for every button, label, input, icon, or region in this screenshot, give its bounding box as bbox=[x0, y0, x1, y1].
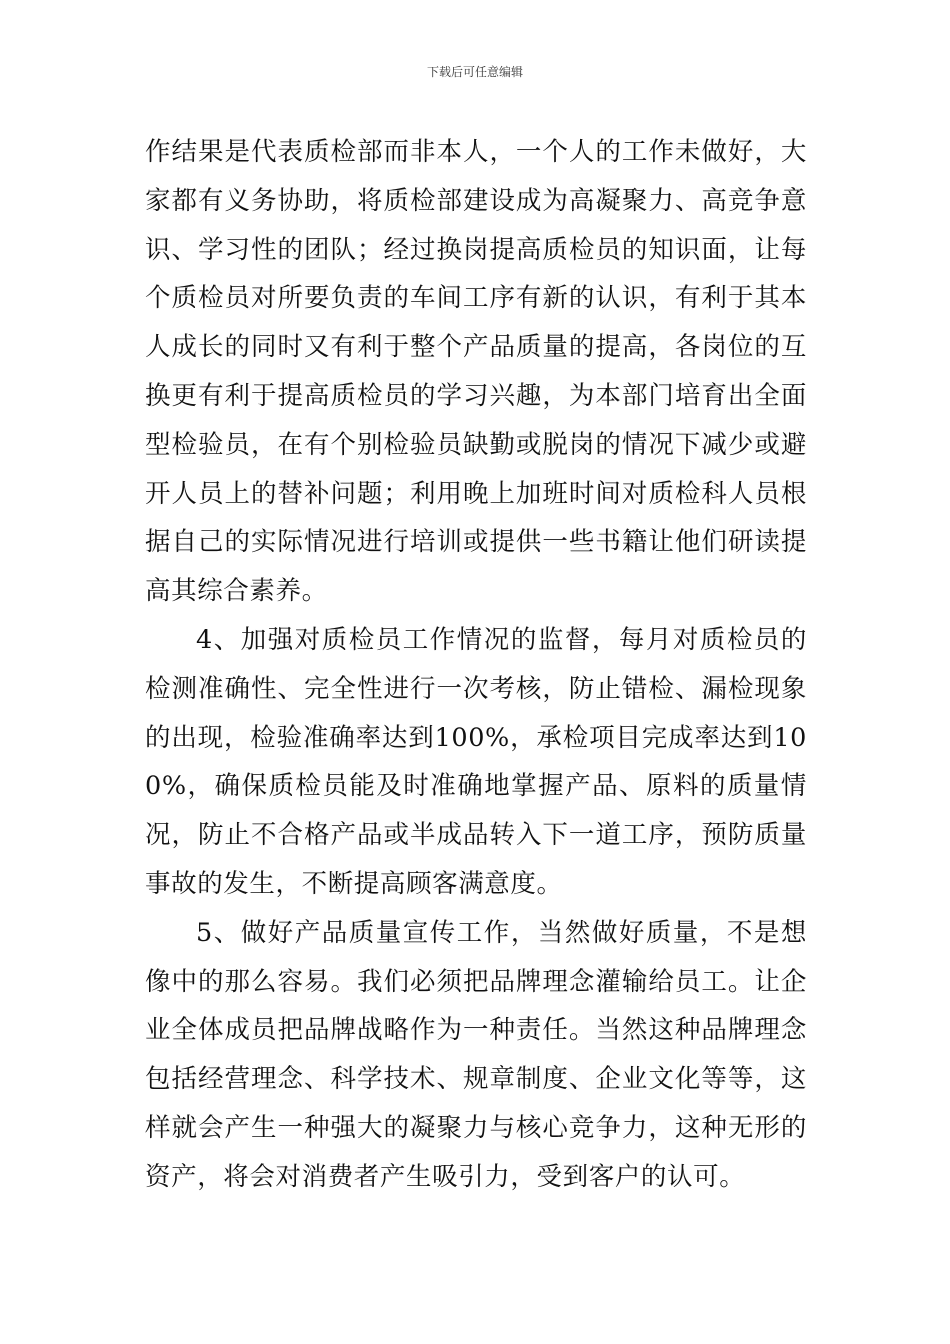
paragraph-continuation: 作结果是代表质检部而非本人，一个人的工作未做好，大家都有义务协助，将质检部建设成为高凝聚力、高竞争意识、学习性的团队；经过换岗提高质检员的知识面，让每个质检员对所要负责的车间工序有新的认识，有利于其本人成长的同时又有利于整个产品质量的提高，各岗位的互换更有利于提高质检员的学习兴趣，为本部门培育出全面型检验员，在有个别检验员缺勤或脱岗的情况下减少或避开人员上的替补问题；利用晚上加班时间对质检科人员根据自己的实际情况进行培训或提供一些书籍让他们研读提高其综合素养。 bbox=[145, 137, 807, 607]
paragraph-item-4: 4、加强对质检员工作情况的监督，每月对质检员的检测准确性、完全性进行一次考核，防止错检、漏检现象的出现，检验准确率达到100%，承检项目完成率达到100%，确保质检员能及时准确地掌握产品、原料的质量情况，防止不合格产品或半成品转入下一道工序，预防质量事故的发生，不断提高顾客满意度。 bbox=[145, 624, 807, 899]
document-body bbox=[145, 128, 807, 1202]
page-header: 下载后可任意编辑 bbox=[426, 65, 523, 79]
paragraph-item-5: 5、做好产品质量宣传工作，当然做好质量，不是想像中的那么容易。我们必须把品牌理念灌输给员工。让企业全体成员把品牌战略作为一种责任。当然这种品牌理念包括经营理念、科学技术、规章制度、企业文化等等，这样就会产生一种强大的凝聚力与核心竞争力，这种无形的资产，将会对消费者产生吸引力，受到客户的认可。 bbox=[145, 917, 807, 1192]
